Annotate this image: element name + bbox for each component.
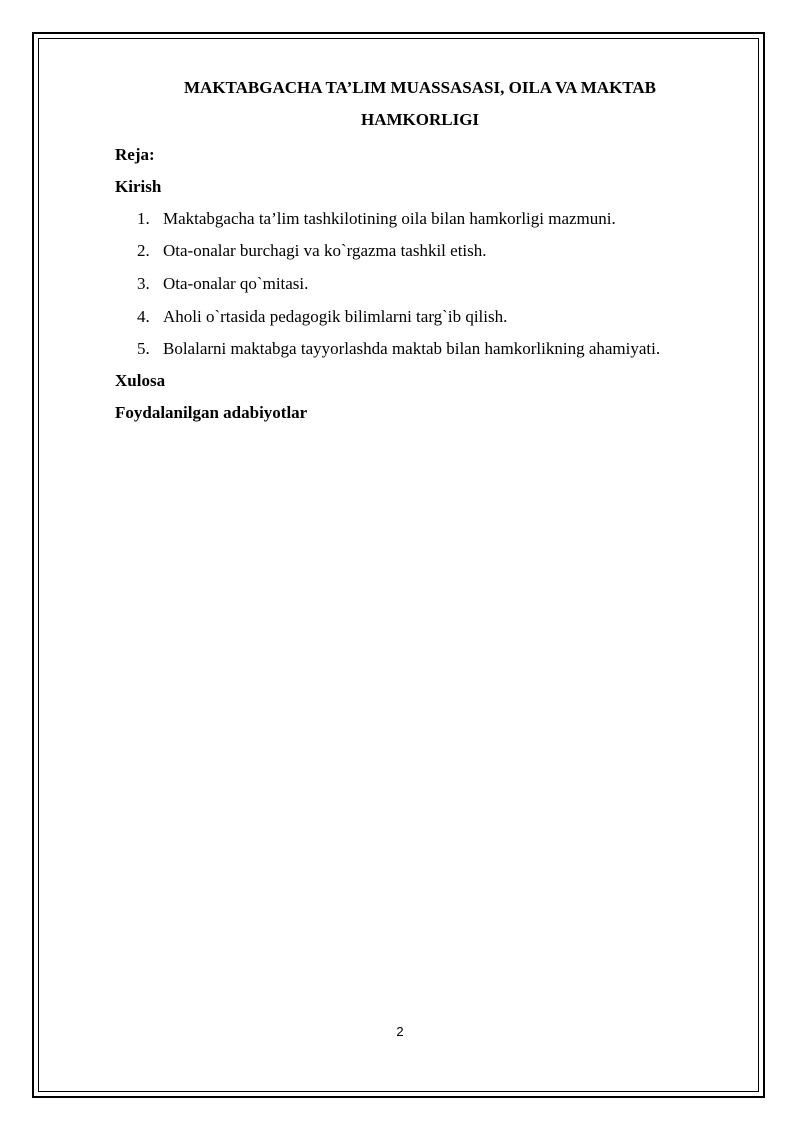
plan-item-number: 3. [137, 274, 150, 293]
plan-item-number: 4. [137, 307, 150, 326]
plan-item-number: 5. [137, 339, 150, 358]
plan-item-number: 2. [137, 241, 150, 260]
plan-item-text: Aholi o`rtasida pedagogik bilimlarni targ`ib qilish. [163, 307, 508, 326]
plan-item-text: Ota-onalar qo`mitasi. [163, 274, 309, 293]
plan-item [137, 307, 507, 327]
intro-heading: Kirish [115, 177, 162, 196]
plan-item-text: Bolalarni maktabga tayyorlashda maktab bilan hamkorlikning ahamiyati. [163, 339, 661, 358]
plan-item [137, 209, 616, 229]
conclusion-heading: Xulosa [115, 371, 166, 390]
plan-item-text: Ota-onalar burchagi va ko`rgazma tashkil etish. [163, 241, 487, 260]
plan-item-number: 1. [137, 209, 150, 228]
plan-heading: Reja: [115, 145, 155, 164]
plan-item-text: Maktabgacha ta’lim tashkilotining oila bilan hamkorligi mazmuni. [163, 209, 616, 228]
page-number: 2 [396, 1024, 404, 1039]
document-title-line1: MAKTABGACHA TA’LIM MUASSASASI, OILA VA MAKTAB [184, 78, 656, 97]
document-title-line2: HAMKORLIGI [360, 110, 480, 129]
references-heading: Foydalanilgan adabiyotlar [115, 403, 308, 422]
plan-item [137, 339, 660, 359]
plan-item [137, 241, 487, 261]
plan-item [137, 274, 308, 294]
